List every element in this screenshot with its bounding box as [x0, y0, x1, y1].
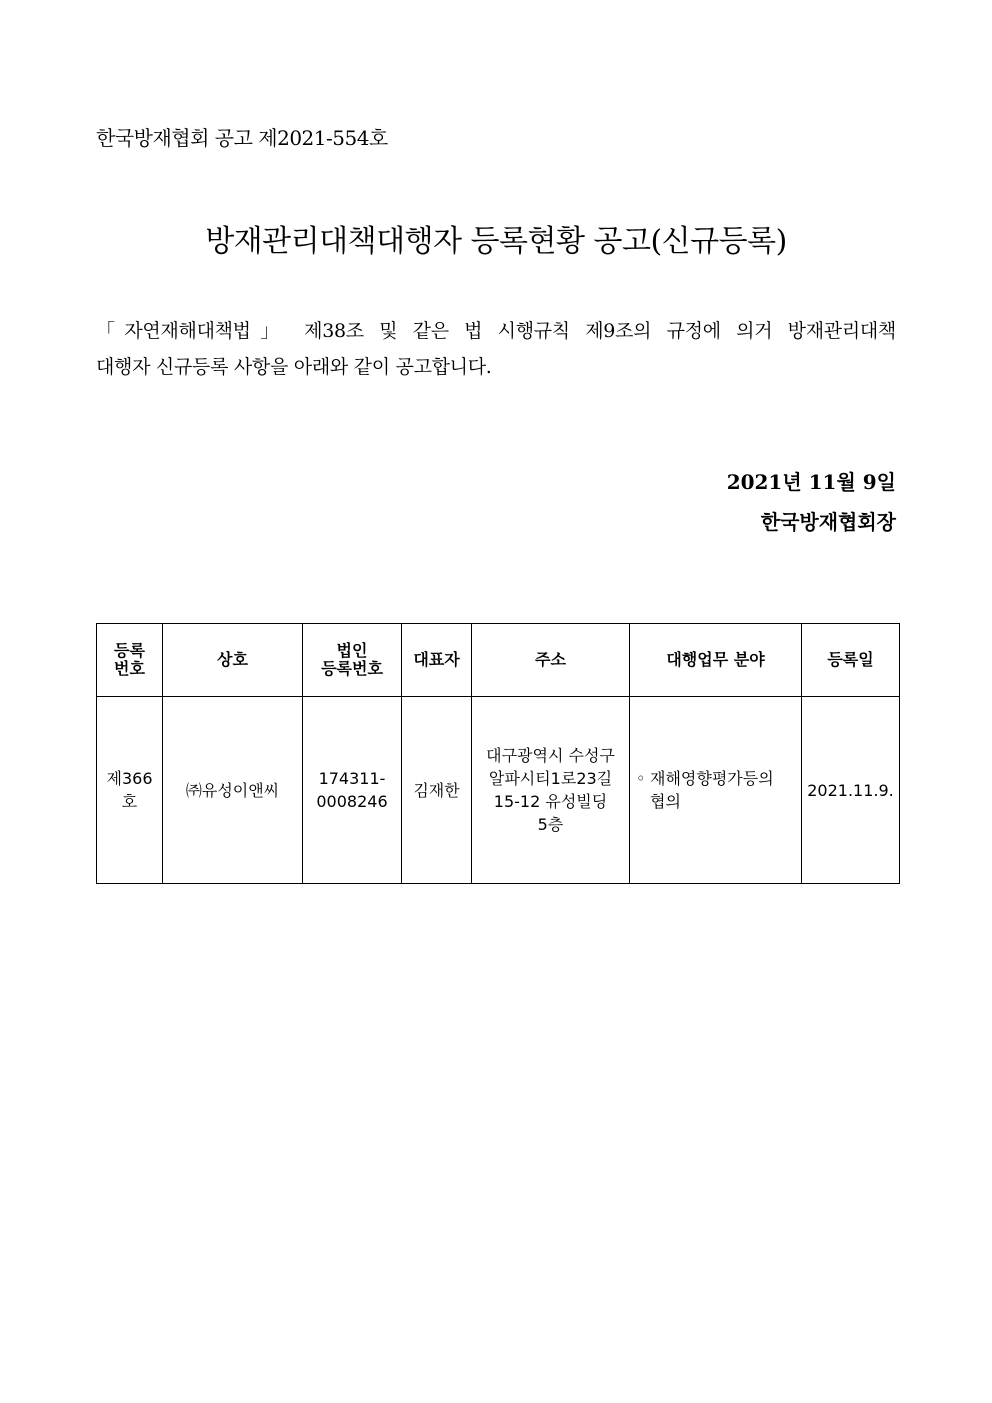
header-representative: 대표자 — [402, 624, 472, 697]
header-corp-no-line-1: 법인 — [336, 641, 368, 660]
header-reg-no — [97, 624, 163, 697]
header-company: 상호 — [163, 624, 303, 697]
cell-address-line-3: 15-12 유성빌딩 — [493, 792, 608, 811]
cell-corp-no-line-1: 174311- — [318, 769, 386, 788]
header-corp-no-line-2: 등록번호 — [321, 659, 383, 678]
cell-address-line-4: 5층 — [537, 815, 564, 834]
field-item — [636, 767, 799, 813]
notice-body-line-1: 「자연재해대책법」 제38조 및 같은 법 시행규칙 제9조의 규정에 의거 방재관리대책 — [96, 320, 896, 342]
cell-address-line-2: 알파시티1로23길 — [488, 769, 613, 788]
header-reg-date: 등록일 — [802, 624, 900, 697]
bullet-icon: ◦ — [636, 769, 646, 788]
cell-representative: 김재한 — [402, 697, 472, 884]
cell-reg-no: 제366호 — [97, 697, 163, 884]
registration-table — [96, 623, 900, 884]
cell-corp-no — [303, 697, 402, 884]
field-text — [650, 767, 774, 813]
cell-field — [630, 697, 802, 884]
notice-body — [96, 313, 896, 385]
field-text-line-1: 재해영향평가등의 — [650, 769, 774, 788]
notice-number: 한국방재협회 공고 제2021-554호 — [96, 126, 388, 150]
header-reg-no-line-1: 등록 — [114, 641, 145, 660]
cell-reg-date: 2021.11.9. — [802, 697, 900, 884]
cell-address-line-1: 대구광역시 수성구 — [486, 746, 615, 765]
header-field: 대행업무 분야 — [630, 624, 802, 697]
document-title: 방재관리대책대행자 등록현황 공고(신규등록) — [205, 224, 787, 259]
notice-body-line-2: 대행자 신규등록 사항을 아래와 같이 공고합니다. — [96, 356, 492, 378]
issue-date: 2021년 11월 9일 — [726, 470, 896, 494]
table-row — [97, 697, 900, 884]
header-corp-no — [303, 624, 402, 697]
cell-company: ㈜유성이앤씨 — [163, 697, 303, 884]
header-reg-no-line-2: 번호 — [114, 659, 145, 678]
field-text-line-2: 협의 — [650, 792, 681, 811]
cell-corp-no-line-2: 0008246 — [316, 792, 388, 811]
cell-address — [472, 697, 630, 884]
issuer-name: 한국방재협회장 — [760, 510, 896, 534]
table-header-row — [97, 624, 900, 697]
header-address: 주소 — [472, 624, 630, 697]
